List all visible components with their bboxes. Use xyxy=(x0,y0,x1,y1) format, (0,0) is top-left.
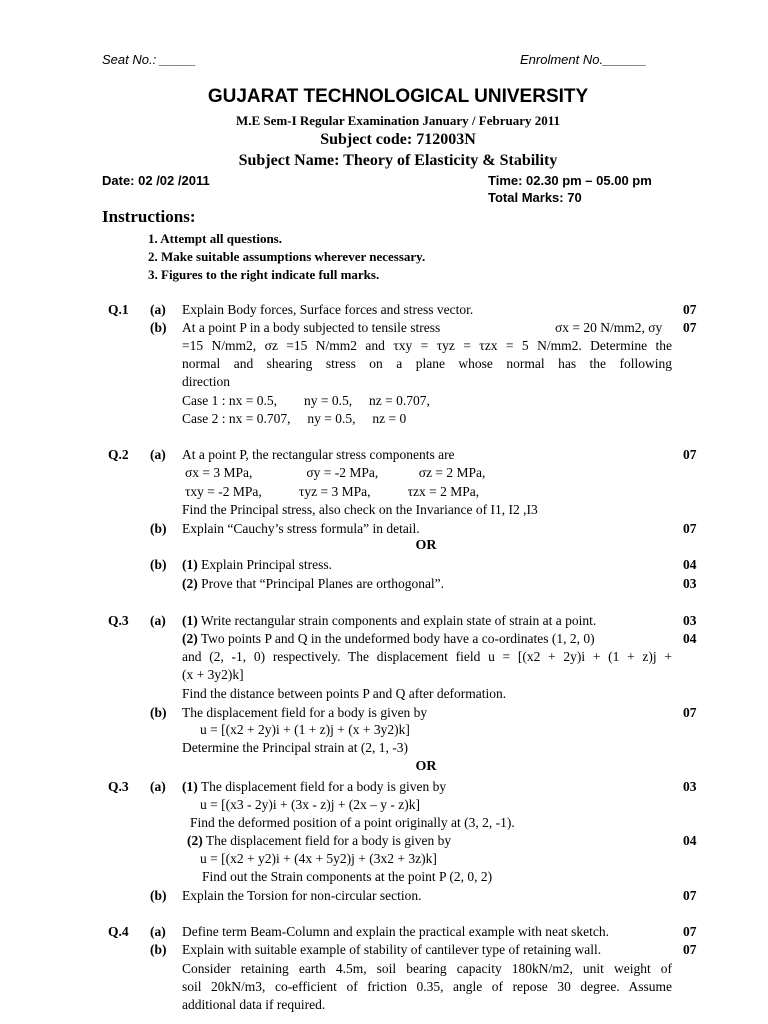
question-text: Explain “Cauchy’s stress formula” in detail. xyxy=(182,521,420,536)
subject-name: Subject Name: Theory of Elasticity & Stability xyxy=(238,152,558,169)
marks: 03 xyxy=(683,576,697,591)
question-text xyxy=(187,833,451,849)
part-label: (a) xyxy=(150,613,166,628)
exam-time: Time: 02.30 pm – 05.00 pm xyxy=(488,173,652,188)
subpart-text: The displacement field for a body is given by xyxy=(197,779,447,794)
instruction-item: 3. Figures to the right indicate full marks. xyxy=(148,267,380,282)
question-text: At a point P, the rectangular stress components are xyxy=(182,447,455,462)
question-number: Q.2 xyxy=(108,447,129,462)
question-text xyxy=(182,779,446,795)
total-marks: Total Marks: 70 xyxy=(488,190,582,205)
question-text: (x + 3y2)k] xyxy=(182,667,244,682)
question-text: soil 20kN/m3, co-efficient of friction 0.35, angle of repose 30 degree. Assume xyxy=(182,979,672,994)
question-text: Case 1 : nx = 0.5, ny = 0.5, nz = 0.707, xyxy=(182,393,430,408)
subpart-text: Write rectangular strain components and explain state of strain at a point. xyxy=(197,613,597,628)
question-text: u = [(x2 + 2y)i + (1 + z)j + (x + 3y2)k] xyxy=(200,722,410,737)
marks: 04 xyxy=(683,631,697,646)
part-label: (b) xyxy=(150,320,167,335)
question-text: =15 N/mm2, σz =15 N/mm2 and τxy = τyz = τzx = 5 N/mm2. Determine the xyxy=(182,338,672,353)
instruction-item: 1. Attempt all questions. xyxy=(148,231,282,246)
subpart-text: Prove that “Principal Planes are orthogonal”. xyxy=(197,576,445,591)
subpart-number: (2) xyxy=(182,631,198,646)
subpart-number: (1) xyxy=(182,557,198,572)
part-label: (b) xyxy=(150,705,167,720)
marks: 07 xyxy=(683,888,697,903)
marks: 07 xyxy=(683,320,697,335)
part-label: (b) xyxy=(150,521,167,536)
question-number: Q.3 xyxy=(108,613,129,628)
question-text: normal and shearing stress on a plane whose normal has the following xyxy=(182,356,672,371)
enrolment-no: Enrolment No.______ xyxy=(520,52,647,67)
subpart-number: (2) xyxy=(182,576,198,591)
question-text: Find the Principal stress, also check on the Invariance of I1, I2 ,I3 xyxy=(182,502,538,517)
marks: 07 xyxy=(683,521,697,536)
exam-title: M.E Sem-I Regular Examination January / February 2011 xyxy=(235,113,561,128)
question-text: Find the distance between points P and Q after deformation. xyxy=(182,686,507,701)
question-text: u = [(x2 + y2)i + (4x + 5y2)j + (3x2 + 3z)k] xyxy=(200,851,437,866)
marks: 07 xyxy=(683,924,697,939)
exam-date: Date: 02 /02 /2011 xyxy=(102,173,210,188)
question-text: Find the deformed position of a point originally at (3, 2, -1). xyxy=(190,815,515,830)
part-label: (a) xyxy=(150,447,166,462)
question-text: Determine the Principal strain at (2, 1, -3) xyxy=(182,740,409,755)
marks: 04 xyxy=(683,557,697,572)
instructions-title: Instructions: xyxy=(102,207,196,226)
subpart-number: (2) xyxy=(187,833,203,848)
question-text: Explain with suitable example of stability of cantilever type of retaining wall. xyxy=(182,942,602,957)
question-text: The displacement field for a body is given by xyxy=(182,705,428,720)
question-number: Q.4 xyxy=(108,924,129,939)
marks: 04 xyxy=(683,833,697,848)
part-label: (a) xyxy=(150,924,166,939)
or-separator: OR xyxy=(415,538,437,553)
question-text xyxy=(182,613,596,629)
question-text: Explain the Torsion for non-circular section. xyxy=(182,888,422,903)
marks: 07 xyxy=(683,302,697,317)
question-text: Find out the Strain components at the point P (2, 0, 2) xyxy=(202,869,493,884)
question-number: Q.1 xyxy=(108,302,129,317)
marks: 03 xyxy=(683,779,697,794)
question-text: u = [(x3 - 2y)i + (3x - z)j + (2x – y - z)k] xyxy=(200,797,421,812)
question-text: Consider retaining earth 4.5m, soil bearing capacity 180kN/m2, unit weight of xyxy=(182,961,672,976)
part-label: (b) xyxy=(150,557,167,572)
question-text xyxy=(182,631,595,647)
marks: 07 xyxy=(683,942,697,957)
subpart-number: (1) xyxy=(182,779,198,794)
question-text: Define term Beam-Column and explain the practical example with neat sketch. xyxy=(182,924,609,939)
question-number: Q.3 xyxy=(108,779,129,794)
subpart-text: The displacement field for a body is given by xyxy=(202,833,452,848)
or-separator: OR xyxy=(415,759,437,774)
part-label: (a) xyxy=(150,302,166,317)
part-label: (b) xyxy=(150,942,167,957)
question-text: σx = 20 N/mm2, σy xyxy=(555,320,663,335)
question-text xyxy=(182,576,444,592)
question-text: Case 2 : nx = 0.707, ny = 0.5, nz = 0 xyxy=(182,411,407,426)
subpart-number: (1) xyxy=(182,613,198,628)
question-text: direction xyxy=(182,374,230,389)
question-text: additional data if required. xyxy=(182,997,326,1012)
question-text: τxy = -2 MPa, τyz = 3 MPa, τzx = 2 MPa, xyxy=(185,484,480,499)
subpart-text: Two points P and Q in the undeformed body have a co-ordinates (1, 2, 0) xyxy=(197,631,595,646)
subpart-text: Explain Principal stress. xyxy=(197,557,332,572)
question-text xyxy=(182,557,332,573)
part-label: (b) xyxy=(150,888,167,903)
question-text: At a point P in a body subjected to tensile stress xyxy=(182,320,441,335)
question-text: σx = 3 MPa, σy = -2 MPa, σz = 2 MPa, xyxy=(185,465,486,480)
instruction-item: 2. Make suitable assumptions wherever necessary. xyxy=(148,249,426,264)
marks: 03 xyxy=(683,613,697,628)
marks: 07 xyxy=(683,705,697,720)
university-title: GUJARAT TECHNOLOGICAL UNIVERSITY xyxy=(207,86,589,107)
part-label: (a) xyxy=(150,779,166,794)
question-text: Explain Body forces, Surface forces and stress vector. xyxy=(182,302,474,317)
marks: 07 xyxy=(683,447,697,462)
seat-no: Seat No.: _____ xyxy=(102,52,196,67)
question-text: and (2, -1, 0) respectively. The displacement field u = [(x2 + 2y)i + (1 + z)j + xyxy=(182,649,672,664)
subject-code: Subject code: 712003N xyxy=(320,131,476,148)
